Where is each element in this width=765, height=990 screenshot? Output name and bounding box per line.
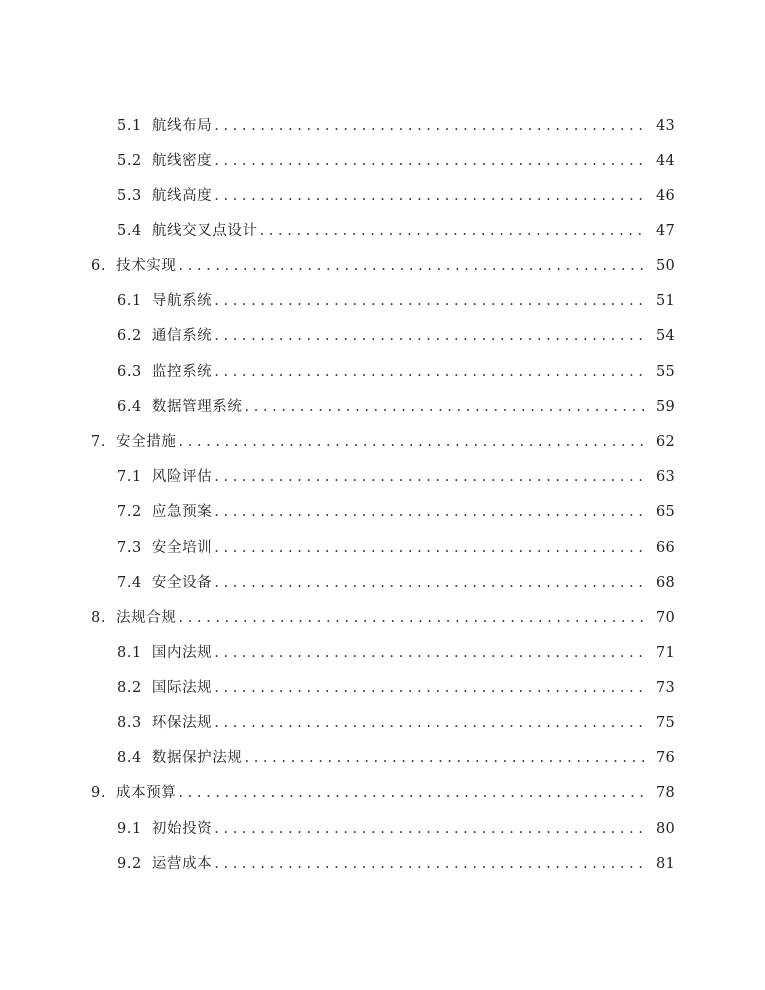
toc-entry-title: 航线高度 (151, 188, 213, 204)
dot-leader (244, 398, 647, 416)
toc-entry-number: 6.4 (117, 399, 142, 415)
toc-entry-number: 7. (91, 434, 107, 450)
toc-entry-number: 7.3 (117, 540, 142, 556)
toc-entry-number: 8.3 (117, 715, 142, 731)
toc-entry-page: 65 (655, 504, 675, 520)
toc-entry[interactable] (117, 146, 675, 170)
toc-entry-number: 9. (91, 785, 107, 801)
toc-entry-title: 国际法规 (151, 680, 213, 696)
toc-entry-number: 7.4 (117, 575, 142, 591)
toc-entry-page: 59 (655, 399, 675, 415)
toc-entry-title: 数据保护法规 (151, 750, 243, 766)
toc-entry-page: 55 (655, 364, 675, 380)
toc-entry-page: 76 (655, 750, 675, 766)
toc-entry-number: 8.1 (117, 645, 142, 661)
toc-entry-title: 数据管理系统 (151, 399, 243, 415)
toc-entry-page: 46 (655, 188, 675, 204)
toc-entry-page: 51 (655, 293, 675, 309)
dot-leader (214, 292, 648, 310)
toc-entry-number: 5.2 (117, 153, 142, 169)
toc-entry-title: 初始投资 (151, 821, 213, 837)
toc-entry-title: 航线密度 (151, 153, 213, 169)
toc-entry-title: 安全培训 (151, 540, 213, 556)
toc-entry-page: 80 (655, 821, 675, 837)
toc-entry-page: 50 (655, 258, 675, 274)
toc-entry-page: 70 (655, 610, 675, 626)
toc-entry-title: 航线布局 (151, 118, 213, 134)
toc-entry-number: 6.3 (117, 364, 142, 380)
dot-leader (214, 152, 648, 170)
toc-entry[interactable] (117, 321, 675, 345)
toc-entry[interactable] (117, 462, 675, 486)
toc-entry-page: 43 (655, 118, 675, 134)
dot-leader (214, 468, 648, 486)
toc-entry-number: 5.3 (117, 188, 142, 204)
toc-entry[interactable] (117, 111, 675, 135)
toc-entry-page: 68 (655, 575, 675, 591)
toc-entry-number: 6. (91, 258, 107, 274)
toc-entry-title: 国内法规 (151, 645, 213, 661)
toc-entry-title: 通信系统 (151, 328, 213, 344)
toc-entry-number: 5.4 (117, 223, 142, 239)
toc-entry[interactable] (117, 181, 675, 205)
toc-entry-page: 54 (655, 328, 675, 344)
toc-entry[interactable] (117, 357, 675, 381)
toc-entry-number: 9.2 (117, 856, 142, 872)
toc-entry-page: 62 (655, 434, 675, 450)
dot-leader (214, 855, 648, 873)
toc-entry-title: 导航系统 (151, 293, 213, 309)
toc-entry[interactable] (117, 743, 675, 767)
toc-entry-number: 7.1 (117, 469, 142, 485)
toc-entry-page: 73 (655, 680, 675, 696)
toc-entry-number: 9.1 (117, 821, 142, 837)
toc-entry[interactable] (117, 216, 675, 240)
toc-entry-title: 风险评估 (151, 469, 213, 485)
toc-entry[interactable] (117, 568, 675, 592)
dot-leader (178, 433, 647, 451)
toc-entry-title: 成本预算 (116, 785, 177, 801)
dot-leader (214, 539, 648, 557)
toc-entry-page: 63 (655, 469, 675, 485)
toc-entry-number: 8. (91, 610, 107, 626)
toc-entry-title: 环保法规 (151, 715, 213, 731)
toc-entry-title: 运营成本 (151, 856, 213, 872)
toc-entry-page: 81 (655, 856, 675, 872)
dot-leader (214, 820, 648, 838)
dot-leader (244, 749, 647, 767)
toc-entry[interactable] (117, 286, 675, 310)
toc-entry-title: 监控系统 (151, 364, 213, 380)
toc-entry-number: 8.2 (117, 680, 142, 696)
toc-entry[interactable] (117, 673, 675, 697)
toc-entry[interactable] (117, 814, 675, 838)
toc-entry-title: 应急预案 (151, 504, 213, 520)
toc-entry-page: 71 (655, 645, 675, 661)
toc-entry-title: 安全措施 (116, 434, 177, 450)
dot-leader (214, 679, 648, 697)
toc-entry-number: 7.2 (117, 504, 142, 520)
dot-leader (178, 784, 647, 802)
toc-entry[interactable] (117, 533, 675, 557)
toc-entry[interactable] (117, 638, 675, 662)
toc-entry-number: 8.4 (117, 750, 142, 766)
toc-entry-title: 法规合规 (116, 610, 177, 626)
toc-entry-page: 66 (655, 540, 675, 556)
dot-leader (214, 574, 648, 592)
toc-entry-number: 6.2 (117, 328, 142, 344)
toc-entry[interactable] (117, 849, 675, 873)
toc-entry-number: 5.1 (117, 118, 142, 134)
toc-chapter-entry[interactable] (91, 603, 675, 627)
dot-leader (260, 222, 648, 240)
dot-leader (178, 257, 647, 275)
toc-entry-number: 6.1 (117, 293, 142, 309)
dot-leader (214, 714, 648, 732)
dot-leader (214, 327, 648, 345)
dot-leader (214, 363, 648, 381)
toc-chapter-entry[interactable] (91, 427, 675, 451)
toc-entry[interactable] (117, 497, 675, 521)
toc-entry-page: 75 (655, 715, 675, 731)
dot-leader (214, 117, 648, 135)
toc-chapter-entry[interactable] (91, 778, 675, 802)
toc-entry-title: 技术实现 (116, 258, 177, 274)
dot-leader (214, 187, 648, 205)
toc-entry[interactable] (117, 392, 675, 416)
toc-chapter-entry[interactable] (91, 251, 675, 275)
toc-entry-page: 44 (655, 153, 675, 169)
dot-leader (214, 644, 648, 662)
toc-entry-title: 安全设备 (151, 575, 213, 591)
toc-entry-title: 航线交叉点设计 (151, 223, 258, 239)
dot-leader (178, 609, 647, 627)
toc-entry-page: 47 (655, 223, 675, 239)
toc-entry[interactable] (117, 708, 675, 732)
dot-leader (214, 503, 648, 521)
toc-entry-page: 78 (655, 785, 675, 801)
